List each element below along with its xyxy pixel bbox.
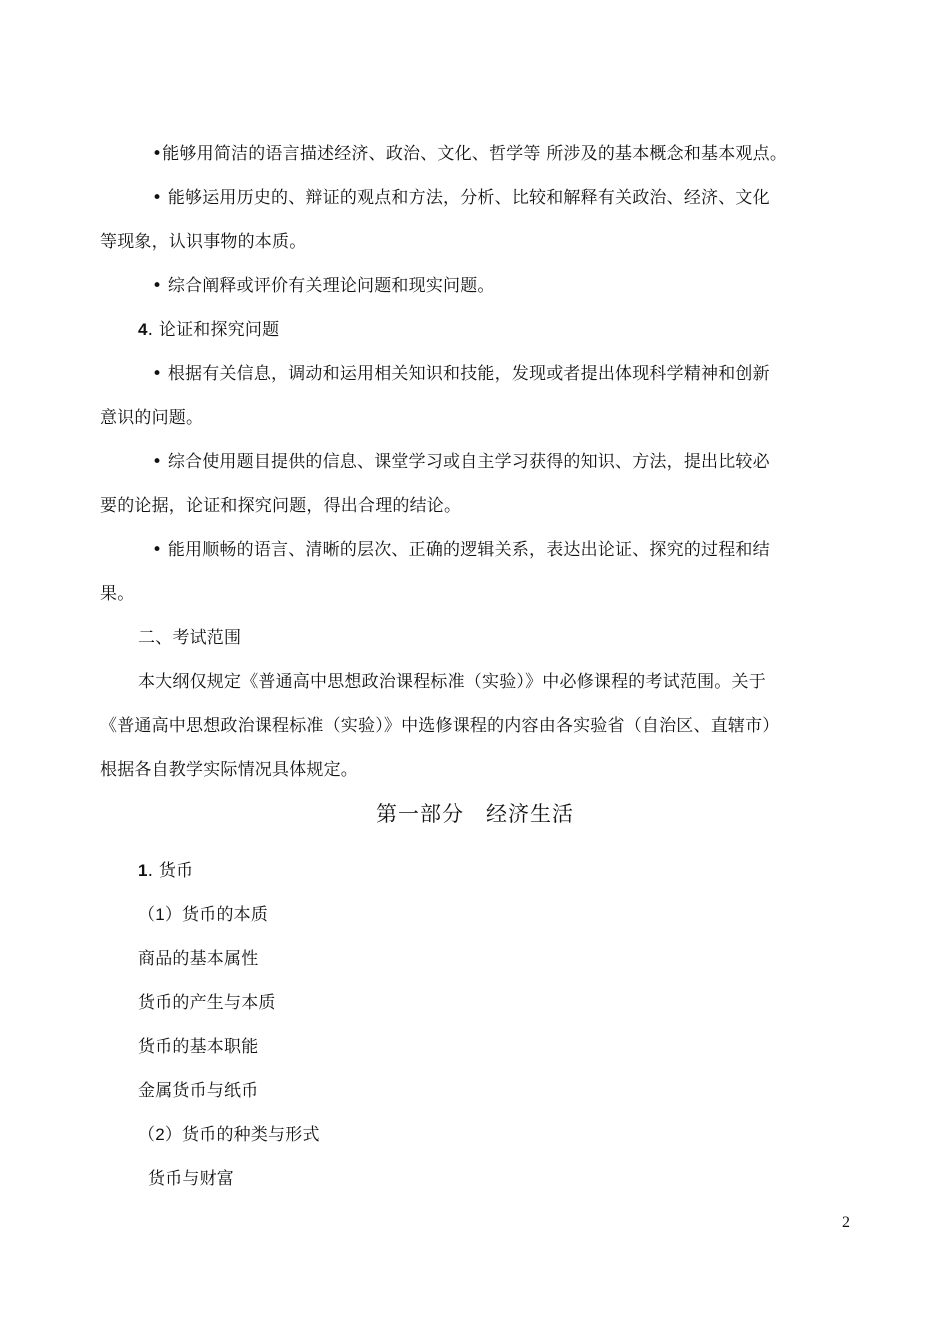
topic-item: 货币的产生与本质 (138, 993, 276, 1013)
bullet-line: • 综合阐释或评价有关理论问题和现实问题。 (152, 276, 495, 296)
subtopic-title: ）货币的种类与形式 (164, 1125, 320, 1145)
part-heading: 第一部分 经济生活 (376, 802, 574, 826)
bullet-line: •能够用简洁的语言描述经济、政治、文化、哲学等 所涉及的基本概念和基本观点。 (152, 144, 788, 164)
paren-open: （ (138, 905, 156, 925)
subtopic-number: 1 (155, 905, 165, 924)
bullet-line-continued: 要的论据，论证和探究问题，得出合理的结论。 (100, 496, 462, 516)
subtopic-title: ）货币的本质 (164, 905, 269, 925)
bullet-line: • 能够运用历史的、辩证的观点和方法，分析、比较和解释有关政治、经济、文化 (152, 188, 770, 208)
section-number: 4 (138, 320, 148, 339)
topic-heading (138, 860, 898, 882)
topic-item: 货币与财富 (148, 1169, 234, 1189)
paragraph-line: 本大纲仅规定《普通高中思想政治课程标准（实验）》中必修课程的考试范围。关于 (138, 672, 766, 692)
subtopic-heading (138, 1124, 898, 1146)
bullet-line: • 根据有关信息，调动和运用相关知识和技能，发现或者提出体现科学精神和创新 (152, 364, 770, 384)
bullet-line: • 能用顺畅的语言、清晰的层次、正确的逻辑关系，表达出论证、探究的过程和结 (152, 540, 770, 560)
page-number: 2 (842, 1214, 850, 1231)
subtopic-heading (138, 904, 898, 926)
topic-title: . 货币 (147, 861, 194, 881)
bullet-line-continued: 意识的问题。 (100, 408, 204, 428)
paragraph-line: 根据各自教学实际情况具体规定。 (100, 760, 358, 780)
bullet-line-continued: 果。 (100, 584, 135, 604)
paragraph-line: 《普通高中思想政治课程标准（实验）》中选修课程的内容由各实验省（自治区、直辖市） (100, 716, 780, 736)
topic-item: 货币的基本职能 (138, 1037, 259, 1057)
topic-item: 金属货币与纸币 (138, 1081, 259, 1101)
subtopic-number: 2 (155, 1125, 165, 1144)
section-heading-4 (138, 319, 898, 341)
paren-open: （ (138, 1125, 156, 1145)
section-title: . 论证和探究问题 (147, 320, 280, 340)
topic-number: 1 (138, 861, 148, 880)
section-heading-2: 二、考试范围 (138, 628, 242, 648)
bullet-line: • 综合使用题目提供的信息、课堂学习或自主学习获得的知识、方法，提出比较必 (152, 452, 770, 472)
bullet-line-continued: 等现象，认识事物的本质。 (100, 232, 307, 252)
topic-item: 商品的基本属性 (138, 949, 259, 969)
